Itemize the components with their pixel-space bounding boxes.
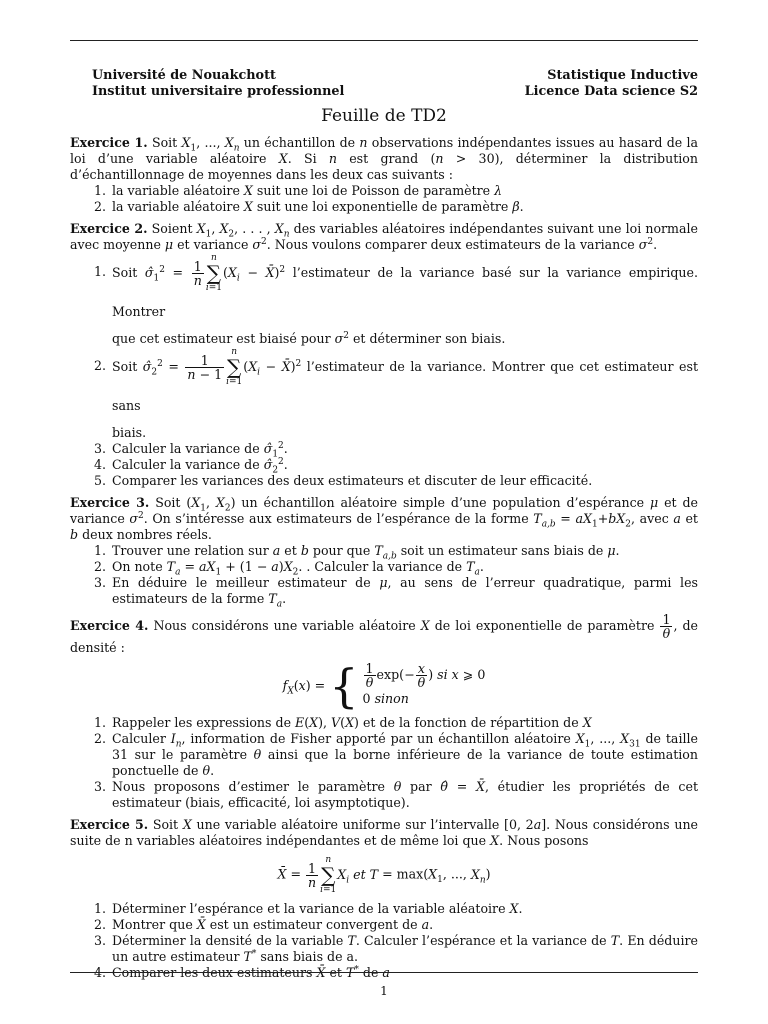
mean-max-formula: X̄ = $\frac{1}{n}$ n ∑ $i=1X_i$ et $T = \max(X_1$, ..., $X_n$) (277, 855, 491, 895)
bottom-rule (70, 972, 698, 973)
header-left (92, 68, 344, 100)
exercise-2-item-3: 3. Calculer la variance de $\sigmâ_1^2$. (94, 440, 288, 460)
exercise-5-item-1: 1. Déterminer l’espérance et la variance de la variable aléatoire X. (94, 901, 523, 916)
exercise-3-intro: Exercice 3. Soit ($X_1$, $X_2$) un échantillon aléatoire simple d’une population d’espérance μ et de variance $\sigma^2$. On s’intéresse aux estimateurs de l’espérance de la forme $T_{a,b} = aX_1+bX_2$, avec a et b deux nombres réels. (70, 495, 698, 542)
exercise-4-item-1: 1. Rappeler les expressions de E(X), V(X) et de la fonction de répartition de X (94, 715, 592, 730)
exercise-2-intro: Exercice 2. Soient $X_1$, $X_2$, . . . , $X_n$ des variables aléatoires indépendantes suivant une loi normale avec moyenne μ et variance $\sigma^2$. Nous voulons comparer deux estimateurs de la variance $\sigma^2$. (70, 221, 698, 252)
exercise-1-item-1: 1. la variable aléatoire X suit une loi de Poisson de paramètre λ (94, 183, 503, 198)
program-name: Licence Data science S2 (524, 84, 698, 99)
exercise-4-item-2: 2. Calculer $I_n$, information de Fisher apporté par un échantillon aléatoire $X_1$, ..., $X_{31}$ de taille 31 sur le paramètre θ ainsi que la borne inférieure de la variance de toute estimation ponctuelle de θ. (94, 731, 698, 778)
exercise-2-item-1: 1. Soit $\sigmâ_1^2$ = $\frac{1}{n}$ n ∑ $i=1(X_i$ − X̄)$^2$ l’estimateur de la variance basé sur la variance empirique. Montrer que cet estimateur est biaisé pour $\sigma^2$ et déterminer son biais. (94, 253, 698, 346)
exercise-3 (70, 495, 698, 610)
exercise-4 (70, 613, 698, 811)
fraction: $\frac{1}{n - 1}$ (187, 352, 223, 382)
university-name: Université de Nouakchott (92, 68, 276, 83)
exercise-4-label: Exercice 4. (70, 618, 149, 633)
exercise-3-item-3: 3. En déduire le meilleur estimateur de μ, au sens de l’erreur quadratique, parmi les estimateurs de la forme $T_a$. (94, 575, 698, 610)
exercise-5 (70, 817, 698, 981)
density-formula: $f_X$ ( x ) = { $\frac{1}{\theta}$ exp(− $\frac{x}{\theta}$ ) si x ⩾ 0 0 sinon (282, 658, 486, 713)
fraction: $\frac{1}{n}$ (193, 258, 202, 288)
exercise-4-intro: Exercice 4. Nous considérons une variable aléatoire X de loi exponentielle de paramètre $\frac{1}{\theta}$ , de densité : (70, 612, 698, 655)
exercise-5-item-3: 3. Déterminer la densité de la variable T. Calculer l’espérance et la variance de T. En déduire un autre estimateur T* sans biais de a. (94, 933, 698, 964)
exercise-5-intro: Exercice 5. Soit X une variable aléatoire uniforme sur l’intervalle [0, 2a]. Nous considérons une suite de n variables aléatoires indépendantes et de même loi que X. Nous posons (70, 817, 699, 848)
exercise-5-label: Exercice 5. (70, 817, 149, 832)
exercise-2-item-4: 4. Calculer la variance de $\sigmâ_2^2$. (94, 456, 288, 476)
exercise-3-label: Exercice 3. (70, 495, 150, 510)
exercise-1-intro: Exercice 1. Soit $X_1$, ..., $X_n$ un échantillon de n observations indépendantes issues au hasard de la loi d’une variable aléatoire X. Si n est grand (n > 30), déterminer la distribution d’échantillonnage de moyennes dans les deux cas suivants : (70, 135, 699, 182)
page-number: 1 (380, 984, 388, 998)
exercise-5-item-2: 2. Montrer que X̄ est un estimateur convergent de a. (94, 917, 434, 932)
exercise-4-item-3: 3. Nous proposons d’estimer le paramètre θ par θ̂ = X̄, étudier les propriétés de cet estimateur (biais, efficacité, loi asymptotique). (94, 779, 698, 810)
exercise-3-item-1: 1. Trouver une relation sur a et b pour que $T_{a,b}$ soit un estimateur sans biais de μ. (94, 543, 620, 562)
course-name: Statistique Inductive (547, 68, 698, 83)
sum-symbol: n ∑ i=1 (226, 347, 243, 387)
fraction: $\frac{1}{\theta}$ (662, 612, 671, 641)
exercise-5-item-4: 4. Comparer les deux estimateurs X̄ et T* de a (94, 964, 390, 980)
sum-symbol: n ∑ i=1 (205, 253, 222, 293)
page-title: Feuille de TD2 (321, 106, 447, 126)
institute-name: Institut universitaire professionnel (92, 84, 345, 99)
exercise-1-label: Exercice 1. (70, 135, 148, 150)
header-right (525, 68, 698, 100)
exercise-3-item-2: 2. On note $T_a = aX_1 + (1 - a)X_2$. . Calculer la variance de $T_a$. (94, 559, 484, 578)
exercise-2 (70, 221, 698, 489)
exercise-1-item-2: 2. la variable aléatoire X suit une loi exponentielle de paramètre β. (94, 199, 524, 214)
exercise-2-label: Exercice 2. (70, 221, 148, 236)
exercise-2-item-5: 5. Comparer les variances des deux estimateurs et discuter de leur efficacité. (94, 473, 593, 488)
exercise-2-item-2: 2. Soit $\sigmâ_2^2$ = $\frac{1}{n - 1}$ n ∑ $i=1(X_i$ − X̄)$^2$ l’estimateur de la variance. Montrer que cet estimateur est sans biais. (94, 347, 698, 440)
exercise-1 (70, 135, 698, 215)
exercise-list (70, 135, 698, 987)
top-rule (70, 40, 698, 41)
